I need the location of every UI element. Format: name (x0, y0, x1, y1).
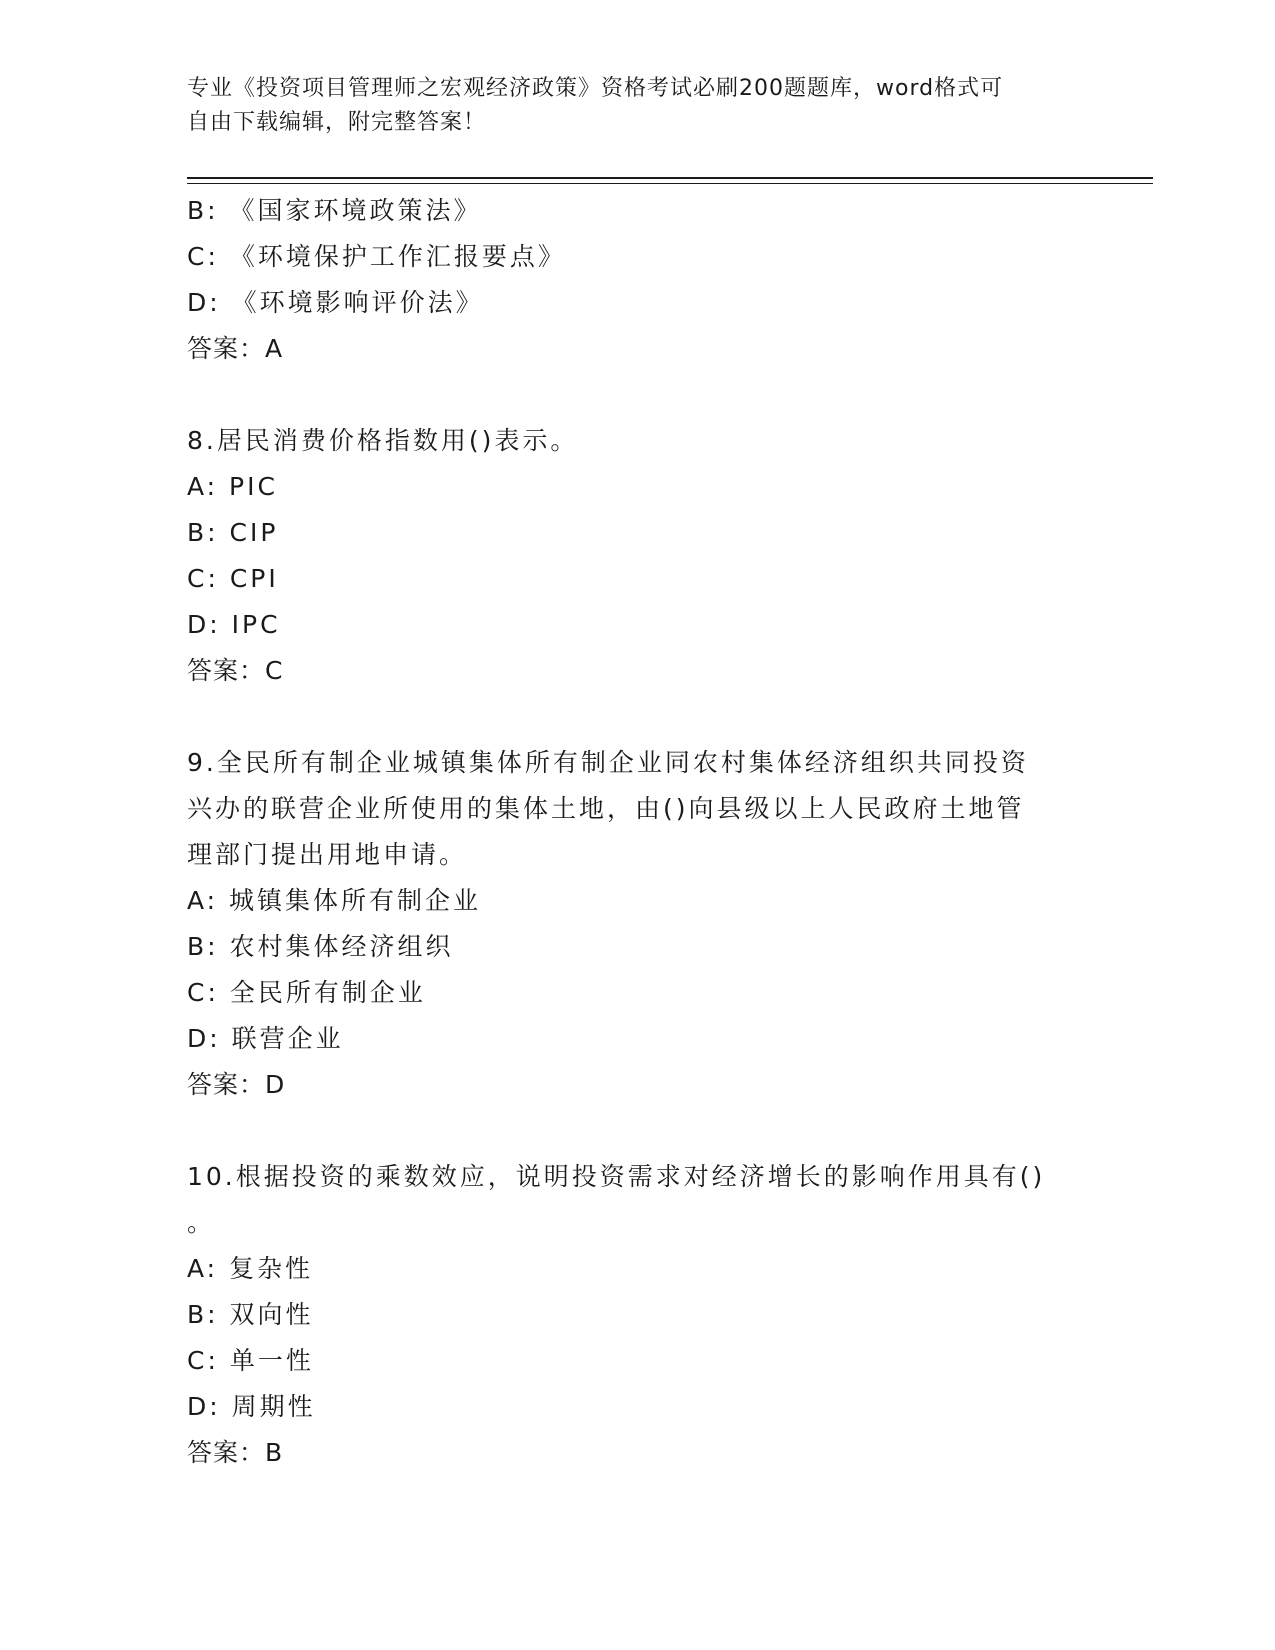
option-b: B: CIP (187, 518, 279, 547)
option-c: C: CPI (187, 564, 279, 593)
question-8 (187, 418, 1067, 694)
option-d: D: 周期性 (187, 1392, 316, 1421)
question-stem-line-2: 兴办的联营企业所使用的集体土地，由()向县级以上人民政府土地管 (187, 794, 1025, 823)
answer-line: 答案：A (187, 334, 284, 363)
option-d: D: 联营企业 (187, 1024, 344, 1053)
option-a: A: PIC (187, 472, 278, 501)
header-rule-thin (187, 183, 1153, 184)
answer-line: 答案：C (187, 656, 284, 685)
header-line-1: 专业《投资项目管理师之宏观经济政策》资格考试必刷200题题库，word格式可 (187, 76, 1004, 101)
option-c: C: 单一性 (187, 1346, 314, 1375)
option-a: A: 复杂性 (187, 1254, 314, 1283)
option-b: B: 农村集体经济组织 (187, 932, 454, 961)
option-d: D: IPC (187, 610, 281, 639)
question-stem-line-2: 。 (187, 1208, 216, 1237)
answer-line: 答案：B (187, 1438, 284, 1467)
header-line-2: 自由下载编辑，附完整答案！ (187, 110, 487, 135)
question-9 (187, 740, 1067, 1108)
page-header (187, 72, 1067, 140)
option-b: B: 双向性 (187, 1300, 314, 1329)
option-c: C: 《环境保护工作汇报要点》 (187, 242, 566, 271)
question-stem-line-1: 9.全民所有制企业城镇集体所有制企业同农村集体经济组织共同投资 (187, 748, 1029, 777)
question-7-tail (187, 188, 1067, 372)
header-rule-thick (187, 177, 1153, 179)
option-b: B: 《国家环境政策法》 (187, 196, 482, 225)
option-a: A: 城镇集体所有制企业 (187, 886, 482, 915)
option-d: D: 《环境影响评价法》 (187, 288, 484, 317)
question-stem-line-3: 理部门提出用地申请。 (187, 840, 468, 869)
question-stem: 8.居民消费价格指数用()表示。 (187, 426, 579, 455)
option-c: C: 全民所有制企业 (187, 978, 426, 1007)
answer-line: 答案：D (187, 1070, 286, 1099)
question-list (187, 188, 1067, 1522)
question-stem-line-1: 10.根据投资的乘数效应，说明投资需求对经济增长的影响作用具有() (187, 1162, 1046, 1191)
question-10 (187, 1154, 1067, 1476)
